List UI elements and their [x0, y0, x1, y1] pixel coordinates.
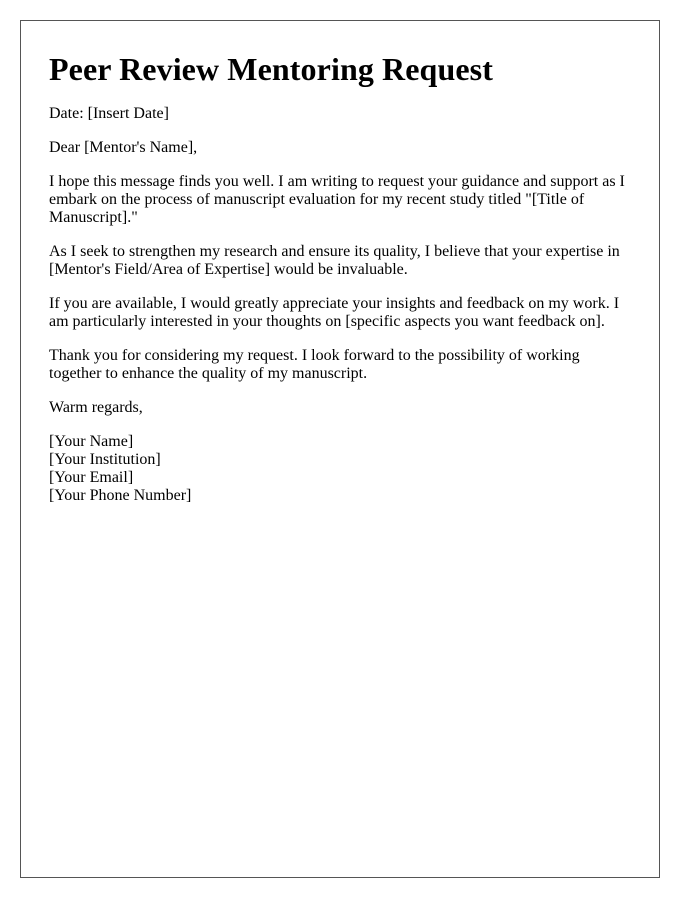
signature-block — [49, 433, 635, 505]
signature-phone: [Your Phone Number] — [49, 487, 192, 504]
letter-content — [49, 51, 635, 505]
signature-institution: [Your Institution] — [49, 451, 161, 468]
body-paragraph-expertise: As I seek to strengthen my research and ensure its quality, I believe that your expertise in [Mentor's Field/Area of Expertise] would be invaluable. — [49, 243, 620, 278]
date-line: Date: [Insert Date] — [49, 105, 169, 122]
letter-title: Peer Review Mentoring Request — [49, 51, 493, 87]
signature-name: [Your Name] — [49, 433, 134, 450]
signature-email: [Your Email] — [49, 469, 134, 486]
body-paragraph-thanks: Thank you for considering my request. I look forward to the possibility of working together to enhance the quality of my manuscript. — [49, 347, 580, 382]
body-paragraph-feedback: If you are available, I would greatly appreciate your insights and feedback on my work. I am particularly interested in your thoughts on [specific aspects you want feedback on]. — [49, 295, 620, 330]
letter-page — [20, 20, 660, 878]
body-paragraph-intro: I hope this message finds you well. I am writing to request your guidance and support as I embark on the process of manuscript evaluation for my recent study titled "[Title of Manuscript]." — [49, 173, 625, 226]
closing: Warm regards, — [49, 399, 143, 416]
salutation: Dear [Mentor's Name], — [49, 139, 198, 156]
